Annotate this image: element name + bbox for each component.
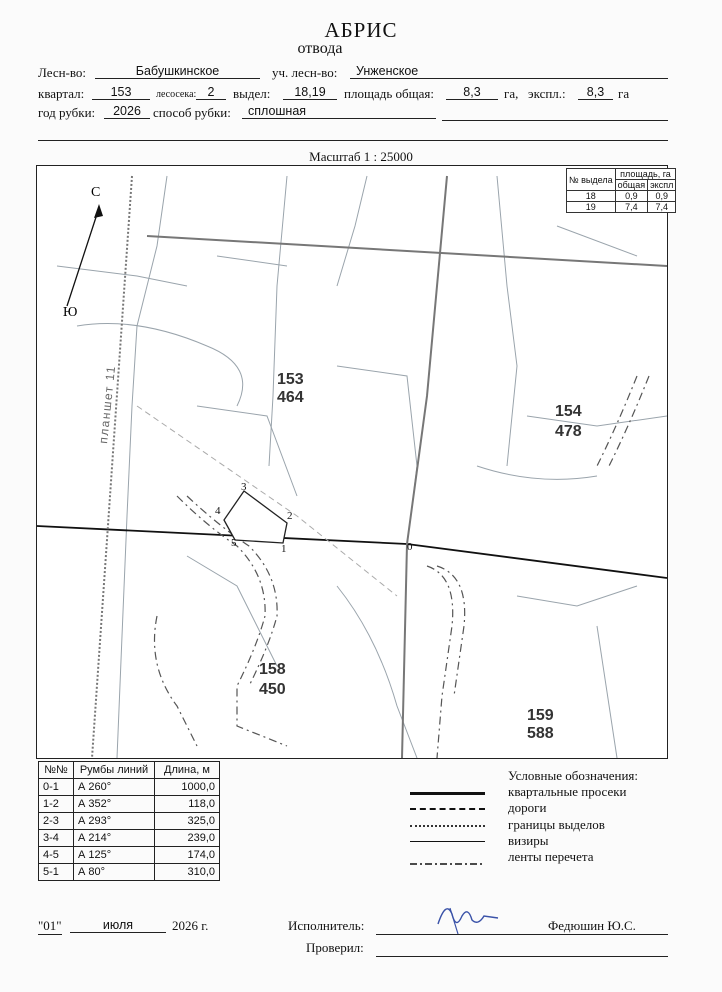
legend-item-bands: ленты перечета — [508, 849, 594, 864]
year-label: год рубки: — [38, 105, 96, 120]
table-row — [39, 864, 220, 881]
rumb-cell: А 352° — [74, 796, 155, 813]
area-col-header: площадь, га — [615, 169, 676, 180]
north-arrow — [63, 185, 103, 320]
rumb-cell: А 80° — [74, 864, 155, 881]
quarter-154-area: 478 — [555, 423, 582, 440]
table-row — [39, 813, 220, 830]
table-row — [39, 779, 220, 796]
table-row — [39, 796, 220, 813]
num-cell: 2-3 — [39, 813, 74, 830]
vydel-label: выдел: — [233, 86, 271, 101]
col-header-rumb: Румбы линий — [74, 762, 155, 779]
quarter-cuts — [37, 176, 667, 758]
length-cell: 118,0 — [155, 796, 220, 813]
method-value: сплошная — [242, 104, 436, 119]
proveril-line — [376, 940, 668, 957]
signature — [432, 896, 502, 936]
table-row — [39, 830, 220, 847]
point-4: 4 — [215, 505, 221, 517]
total-cell: 0,9 — [615, 191, 647, 202]
quarter-159-num: 159 — [527, 707, 554, 724]
rumb-table — [38, 761, 220, 881]
lesoseka-value: 2 — [196, 85, 226, 100]
lesoseka-label: лесосека: — [156, 89, 197, 100]
document-subtitle: отвода — [297, 40, 343, 57]
legend-swatch-roads — [410, 808, 485, 810]
ekspl-value: 8,3 — [578, 85, 613, 100]
quarter-labels — [259, 371, 582, 742]
expl-cell: 0,9 — [648, 191, 676, 202]
quarter-153-area: 464 — [277, 389, 304, 406]
num-cell: 0-1 — [39, 779, 74, 796]
ha-label-1: га, — [504, 86, 519, 101]
point-5: 5 — [231, 537, 237, 549]
point-1: 1 — [281, 543, 287, 555]
lesoseka-polygon — [224, 491, 287, 543]
length-cell: 239,0 — [155, 830, 220, 847]
legend-item-quarter: квартальные просеки — [508, 784, 627, 799]
rumb-cell: А 293° — [74, 813, 155, 830]
vydel-cell: 18 — [567, 191, 616, 202]
area-label: площадь общая: — [344, 86, 435, 101]
num-cell: 4-5 — [39, 847, 74, 864]
year-value: 2026 — [104, 104, 150, 119]
quarter-158-area: 450 — [259, 681, 286, 698]
point-2: 2 — [287, 510, 293, 522]
footer-day: "01" — [38, 918, 62, 933]
uch-value: Унженское — [350, 64, 668, 79]
ispolnitel-name: Федюшин Ю.С. — [548, 918, 636, 933]
map-area — [36, 165, 668, 759]
legend-swatch-boundaries — [410, 825, 485, 827]
vydel-area-table — [566, 168, 676, 213]
rumb-cell: А 125° — [74, 847, 155, 864]
extra-line — [442, 104, 668, 121]
legend-title: Условные обозначения: — [508, 768, 639, 783]
col-header-length: Длина, м — [155, 762, 220, 779]
total-cell: 7,4 — [615, 202, 647, 213]
blank-line — [38, 124, 668, 141]
footer-year: 2026 г. — [172, 918, 209, 933]
legend-item-boundaries: границы выделов — [508, 817, 605, 832]
document-title: АБРИС — [324, 18, 398, 42]
point-0: 0 — [407, 541, 413, 553]
length-cell: 325,0 — [155, 813, 220, 830]
vydel-boundaries — [57, 176, 667, 758]
lesnichestvo-label: Лесн-во: — [38, 65, 87, 80]
lesnichestvo-value: Бабушкинское — [95, 64, 260, 79]
legend-item-vizir: визиры — [508, 833, 549, 848]
point-3: 3 — [241, 481, 247, 493]
kvartal-value: 153 — [92, 85, 150, 100]
table-row — [567, 191, 676, 202]
south-label: Ю — [63, 305, 78, 320]
num-cell: 5-1 — [39, 864, 74, 881]
kvartal-label: квартал: — [38, 86, 85, 101]
planshet-label: планшет 11 — [96, 364, 119, 445]
uch-label: уч. лесн-во: — [272, 65, 338, 80]
quarter-154-num: 154 — [555, 403, 582, 420]
method-label: способ рубки: — [153, 105, 231, 120]
ispolnitel-label: Исполнитель: — [288, 918, 365, 933]
area-value: 8,3 — [446, 85, 498, 100]
vydel-col-header: № выдела — [567, 169, 616, 191]
num-cell: 1-2 — [39, 796, 74, 813]
legend-item-roads: дороги — [508, 800, 547, 815]
table-row — [39, 847, 220, 864]
ekspl-label: экспл.: — [528, 86, 566, 101]
vydel-cell: 19 — [567, 202, 616, 213]
expl-col-header: экспл — [648, 180, 676, 191]
scale-label: Масштаб 1 : 25000 — [309, 149, 413, 164]
col-header-num: №№ — [39, 762, 74, 779]
quarter-159-area: 588 — [527, 725, 554, 742]
ha-label-2: га — [618, 86, 630, 101]
length-cell: 310,0 — [155, 864, 220, 881]
num-cell: 3-4 — [39, 830, 74, 847]
length-cell: 1000,0 — [155, 779, 220, 796]
north-label: С — [91, 185, 101, 200]
vydel-value: 18,19 — [283, 85, 337, 100]
roads — [137, 406, 397, 596]
proveril-label: Проверил: — [306, 940, 364, 955]
total-col-header: общая — [615, 180, 647, 191]
footer-month: июля — [70, 918, 166, 933]
legend-swatch-bands — [410, 854, 485, 860]
quarter-153-num: 153 — [277, 371, 304, 388]
rumb-cell: А 214° — [74, 830, 155, 847]
length-cell: 174,0 — [155, 847, 220, 864]
legend-swatch-vizir — [410, 841, 485, 842]
quarter-158-num: 158 — [259, 661, 286, 678]
map-drawing — [37, 166, 667, 758]
legend-swatch-quarter — [410, 792, 485, 795]
rumb-cell: А 260° — [74, 779, 155, 796]
table-row — [567, 202, 676, 213]
expl-cell: 7,4 — [648, 202, 676, 213]
